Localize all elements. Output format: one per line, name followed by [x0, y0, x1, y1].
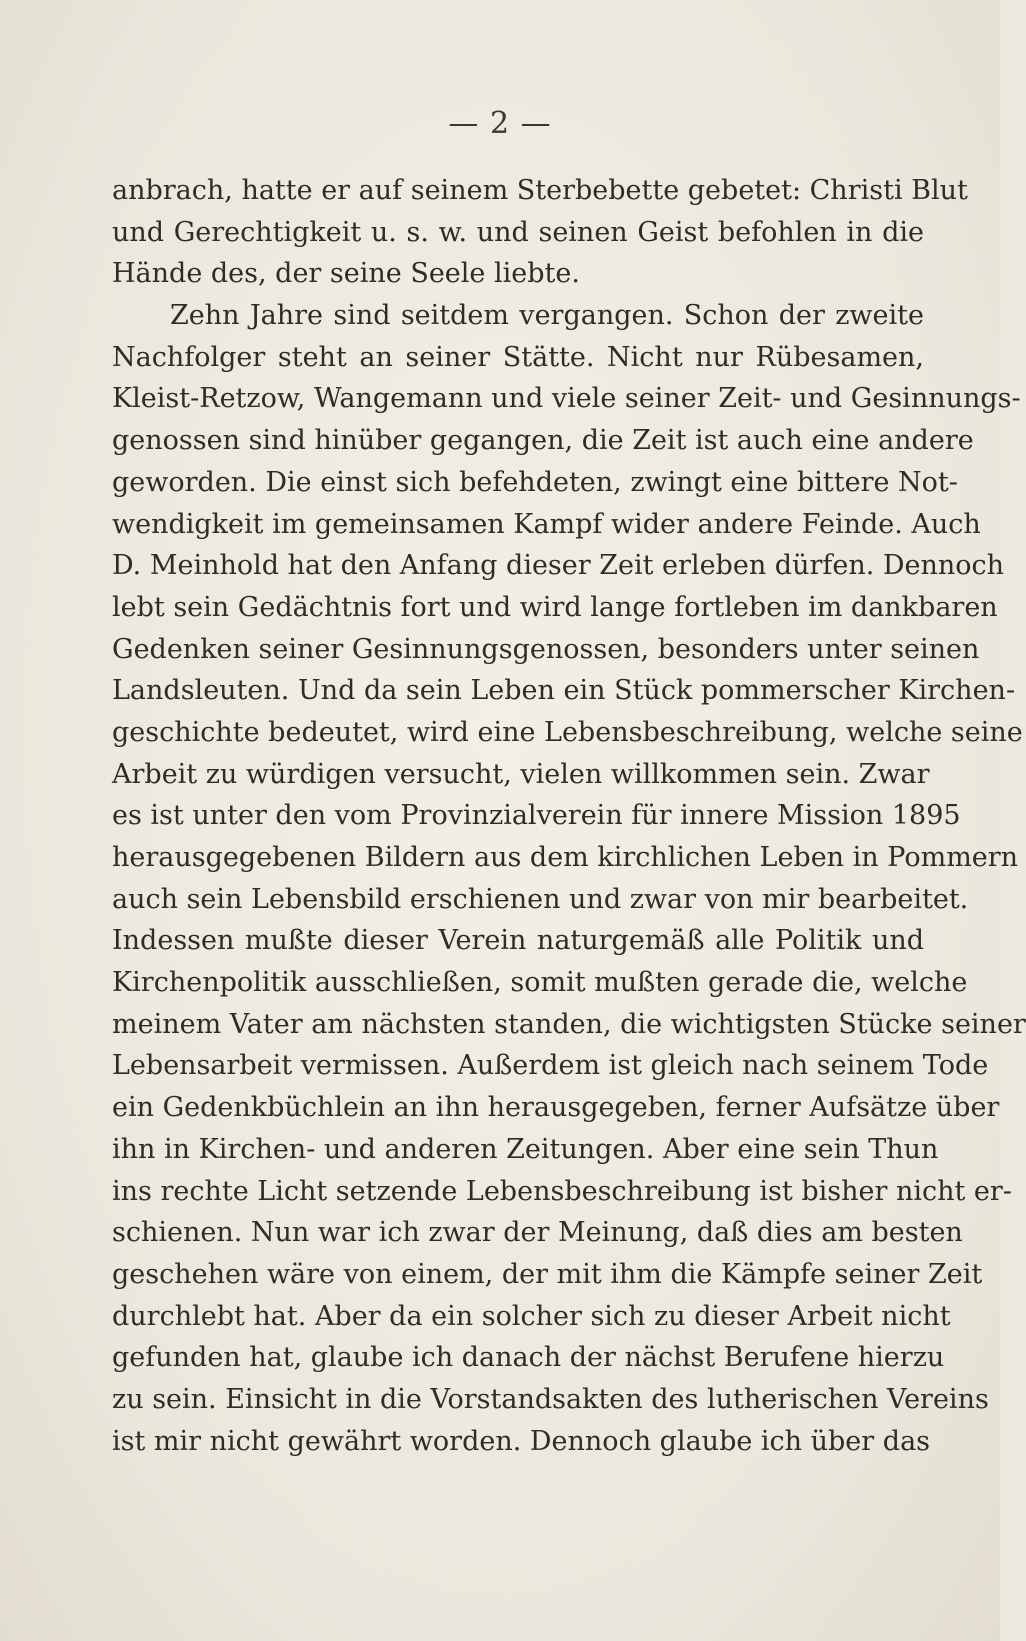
text-line: zu sein. Einsicht in die Vorstandsakten des lutherischen Vereins — [112, 1383, 989, 1415]
text-line: Arbeit zu würdigen versucht, vielen willkommen sein. Zwar — [112, 758, 930, 790]
text-line: Zehn Jahre sind seitdem vergangen. Schon der zweite — [170, 300, 924, 332]
text-line: Landsleuten. Und da sein Leben ein Stück pommerscher Kirchen- — [112, 675, 1016, 707]
text-line: ist mir nicht gewährt worden. Dennoch glaube ich über das — [112, 1425, 931, 1457]
page-number: — 2 — — [448, 106, 552, 141]
text-line: Gedenken seiner Gesinnungsgenossen, besonders unter seinen — [112, 633, 980, 665]
text-line: geworden. Die einst sich befehdeten, zwingt eine bittere Not- — [112, 466, 958, 498]
text-line: ins rechte Licht setzende Lebensbeschreibung ist bisher nicht er- — [112, 1175, 1012, 1207]
text-line: Nachfolger steht an seiner Stätte. Nicht nur Rübesamen, — [112, 341, 924, 373]
text-line: geschehen wäre von einem, der mit ihm die Kämpfe seiner Zeit — [112, 1258, 983, 1290]
text-line: ihn in Kirchen- und anderen Zeitungen. Aber eine sein Thun — [112, 1133, 939, 1165]
text-line: schienen. Nun war ich zwar der Meinung, daß dies am besten — [112, 1217, 963, 1249]
text-line: durchlebt hat. Aber da ein solcher sich zu dieser Arbeit nicht — [112, 1300, 951, 1332]
text-line: lebt sein Gedächtnis fort und wird lange fortleben im dankbaren — [112, 591, 998, 623]
text-line: herausgegebenen Bildern aus dem kirchlichen Leben in Pommern — [112, 842, 1019, 873]
text-line: es ist unter den vom Provinzialverein für innere Mission 1895 — [112, 800, 961, 832]
text-line: genossen sind hinüber gegangen, die Zeit ist auch eine andere — [112, 425, 974, 457]
text-line: D. Meinhold hat den Anfang dieser Zeit erleben dürfen. Dennoch — [112, 550, 1005, 582]
text-line: Hände des, der seine Seele liebte. — [112, 258, 580, 290]
text-line: Indessen mußte dieser Verein naturgemäß alle Politik und — [112, 925, 924, 957]
body-text — [112, 170, 1026, 1462]
text-line: Lebensarbeit vermissen. Außerdem ist gleich nach seinem Tode — [112, 1050, 989, 1082]
text-line: Kleist-Retzow, Wangemann und viele seiner Zeit- und Gesinnungs- — [112, 383, 1021, 415]
text-line: anbrach, hatte er auf seinem Sterbebette gebetet: Christi Blut — [112, 175, 968, 206]
text-line: ein Gedenkbüchlein an ihn herausgegeben, ferner Aufsätze über — [112, 1092, 1000, 1124]
text-line: und Gerechtigkeit u. s. w. und seinen Geist befohlen in die — [112, 216, 924, 248]
text-line: auch sein Lebensbild erschienen und zwar von mir bearbeitet. — [112, 883, 969, 915]
text-line: gefunden hat, glaube ich danach der nächst Berufene hierzu — [112, 1342, 945, 1374]
text-line: wendigkeit im gemeinsamen Kampf wider andere Feinde. Auch — [112, 508, 981, 540]
text-line: meinem Vater am nächsten standen, die wichtigsten Stücke seiner — [112, 1008, 1026, 1040]
text-line: Kirchenpolitik ausschließen, somit mußten gerade die, welche — [112, 967, 968, 999]
text-line: geschichte bedeutet, wird eine Lebensbeschreibung, welche seine — [112, 716, 1023, 748]
